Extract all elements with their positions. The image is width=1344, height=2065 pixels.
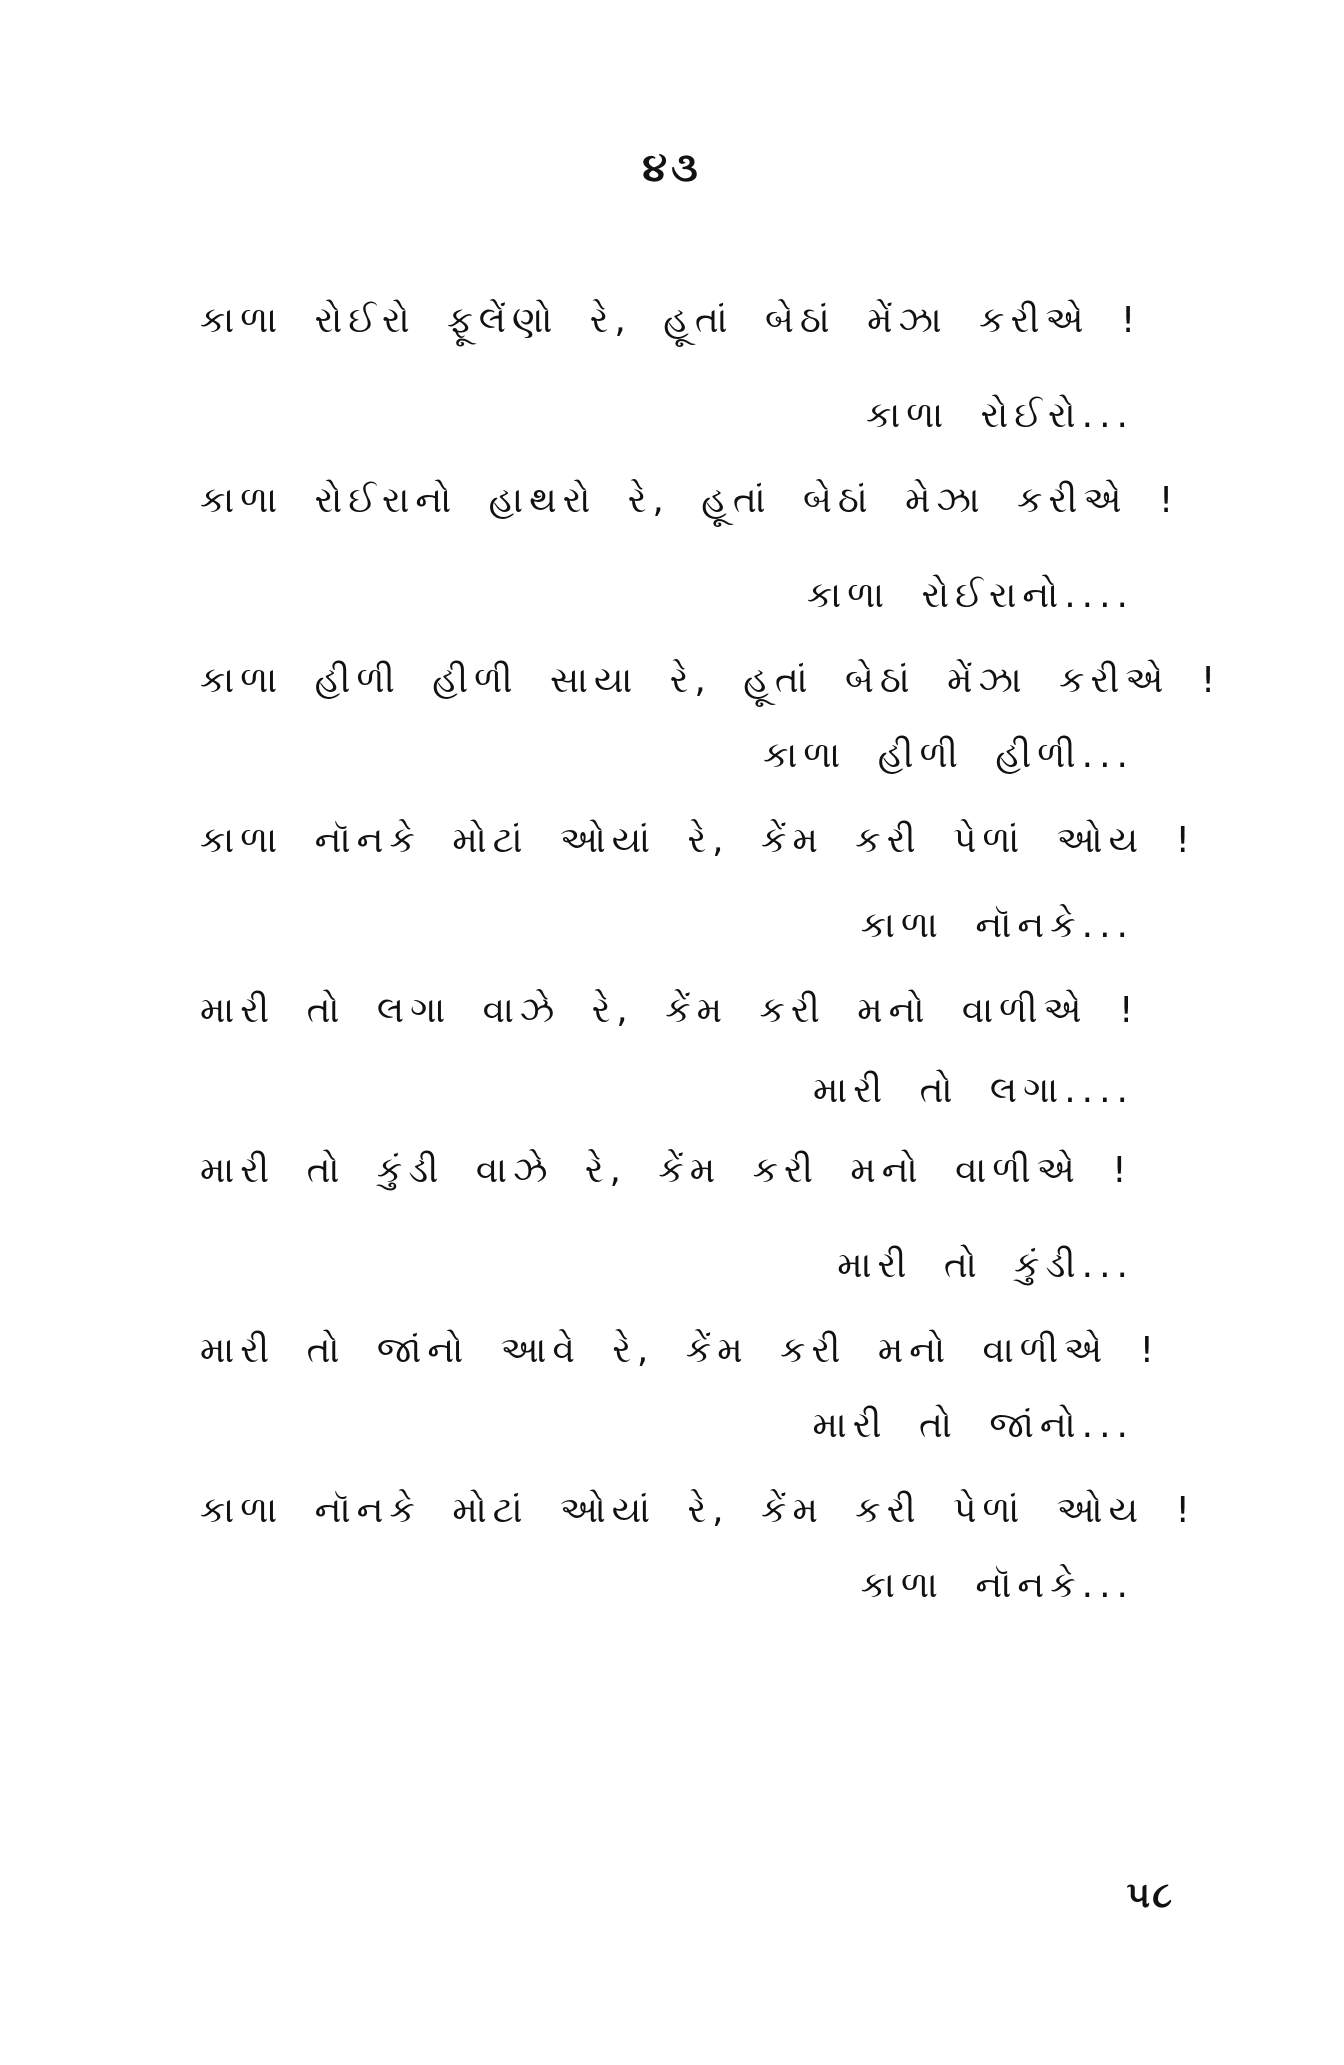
stanza-line-4: કાળા નૉનકે મોટાં ઓયાં રે, કેંમ કરી પેળાં ઓય ! — [200, 820, 1196, 861]
stanza-refrain-4: કાળા નૉનકે... — [860, 905, 1134, 946]
stanza-line-1: કાળા રોઈરો ફૂલેંણો રે, હૂતાં બેઠાં મેંઝા કરીએ ! — [200, 300, 1142, 341]
stanza-line-8: કાળા નૉનકે મોટાં ઓયાં રે, કેંમ કરી પેળાં ઓય ! — [200, 1490, 1196, 1531]
stanza-refrain-8: કાળા નૉનકે... — [860, 1565, 1134, 1606]
stanza-refrain-5: મારી તો લગા.... — [813, 1070, 1134, 1111]
stanza-line-2: કાળા રોઈરાનો હાથરો રે, હૂતાં બેઠાં મેઝા કરીએ ! — [200, 480, 1180, 521]
stanza-refrain-1: કાળા રોઈરો... — [866, 395, 1134, 436]
page-number: ૫૮ — [1126, 1875, 1174, 1916]
stanza-line-7: મારી તો જાંનો આવે રે, કેંમ કરી મનો વાળીએ ! — [200, 1330, 1161, 1371]
stanza-line-6: મારી તો કુંડી વાઝે રે, કેંમ કરી મનો વાળીએ ! — [200, 1150, 1133, 1191]
stanza-line-3: કાળા હીળી હીળી સાયા રે, હૂતાં બેઠાં મેંઝા કરીએ ! — [200, 660, 1222, 701]
stanza-refrain-6: મારી તો કુંડી... — [837, 1245, 1134, 1286]
stanza-refrain-3: કાળા હીળી હીળી... — [763, 735, 1134, 776]
stanza-line-5: મારી તો લગા વાઝે રે, કેંમ કરી મનો વાળીએ ! — [200, 990, 1140, 1031]
stanza-refrain-7: મારી તો જાંનો... — [812, 1405, 1134, 1446]
poem-number: ૪૩ — [642, 145, 702, 191]
stanza-refrain-2: કાળા રોઈરાનો.... — [806, 575, 1134, 616]
